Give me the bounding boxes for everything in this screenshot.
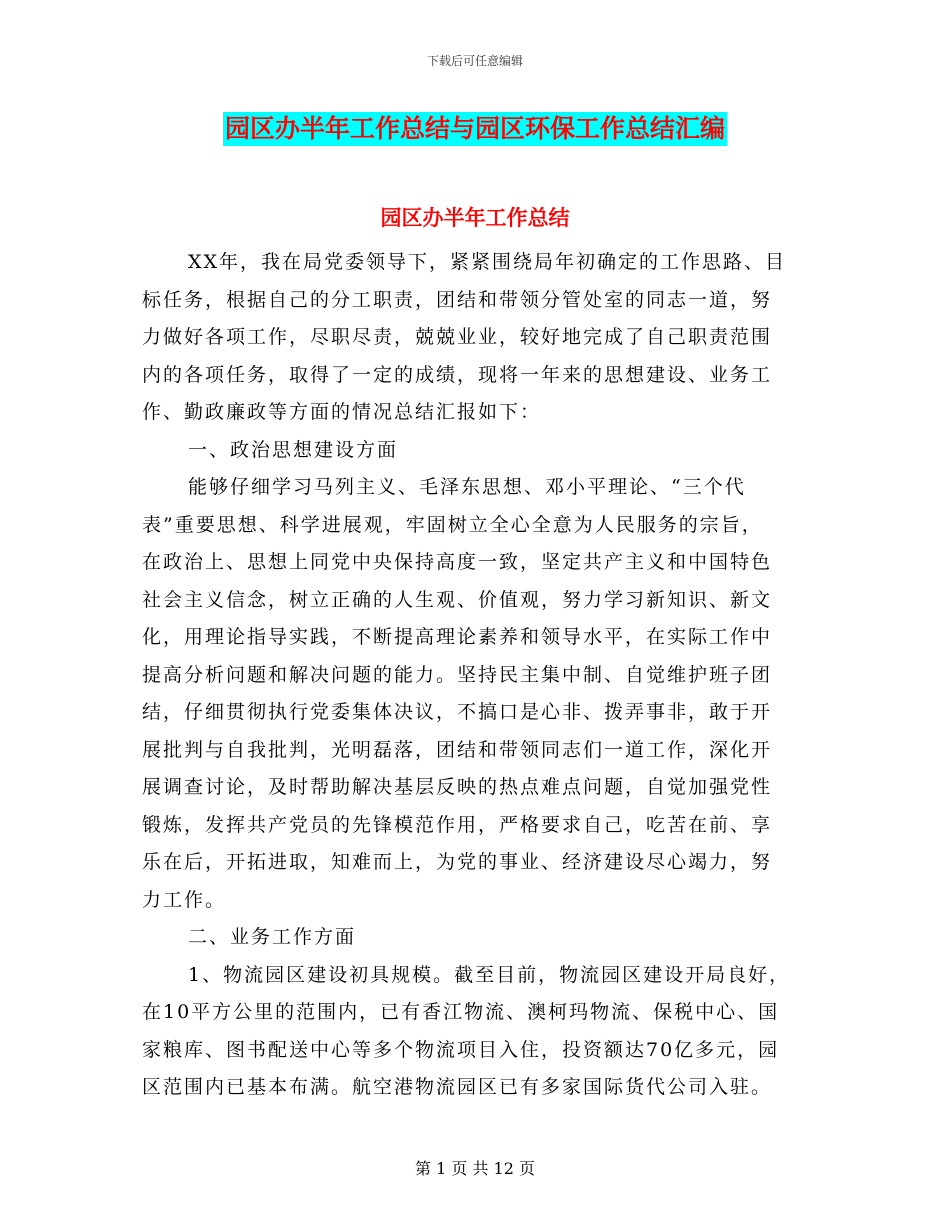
paragraph-line: 结，仔细贯彻执行党委集体决议，不搞口是心非、拨弄事非，敢于开 xyxy=(142,701,773,723)
paragraph-line: 在10平方公里的范围内，已有香江物流、澳柯玛物流、保税中心、国 xyxy=(142,1001,780,1023)
paragraph-line: 力工作。 xyxy=(142,888,227,911)
section-title: 园区办半年工作总结 xyxy=(380,206,570,230)
paragraph-line: 社会主义信念，树立正确的人生观、价值观，努力学习新知识、新文 xyxy=(142,588,773,611)
paragraph-line: 力做好各项工作，尽职尽责，兢兢业业，较好地完成了自己职责范围 xyxy=(142,326,773,348)
page-number-footer: 第 1 页 共 12 页 xyxy=(415,1159,535,1178)
paragraph-line: 1、物流园区建设初具规模。截至目前，物流园区建设开局良好， xyxy=(188,963,791,986)
document-title: 园区办半年工作总结与园区环保工作总结汇编 xyxy=(223,112,727,146)
subsection-heading: 一、政治思想建设方面 xyxy=(188,438,399,461)
paragraph-line: 作、勤政廉政等方面的情况总结汇报如下： xyxy=(142,401,542,423)
paragraph-line: XX年，我在局党委领导下，紧紧围绕局年初确定的工作思路、目 xyxy=(188,251,787,273)
paragraph-line: 化，用理论指导实践，不断提高理论素养和领导水平，在实际工作中 xyxy=(142,626,773,648)
paragraph-line: 表”重要思想、科学进展观，牢固树立全心全意为人民服务的宗旨， xyxy=(142,513,763,536)
document-title-container xyxy=(0,112,950,146)
paragraph-line: 家粮库、图书配送中心等多个物流项目入住，投资额达70亿多元，园 xyxy=(142,1038,780,1061)
paragraph-line: 在政治上、思想上同党中央保持高度一致，坚定共产主义和中国特色 xyxy=(142,551,773,573)
paragraph-line: 展调查讨论，及时帮助解决基层反映的热点难点问题，自觉加强党性 xyxy=(142,776,773,798)
paragraph-line: 标任务，根据自己的分工职责，团结和带领分管处室的同志一道，努 xyxy=(142,288,773,311)
paragraph-line: 展批判与自我批判，光明磊落，团结和带领同志们一道工作，深化开 xyxy=(142,738,773,761)
paragraph-line: 乐在后，开拓进取，知难而上，为党的事业、经济建设尽心竭力，努 xyxy=(142,851,773,873)
page-header-note: 下载后可任意编辑 xyxy=(426,54,523,68)
paragraph-line: 能够仔细学习马列主义、毛泽东思想、邓小平理论、“三个代 xyxy=(188,476,746,498)
paragraph-line: 锻炼，发挥共产党员的先锋模范作用，严格要求自己，吃苦在前、享 xyxy=(142,813,773,836)
paragraph-line: 提高分析问题和解决问题的能力。坚持民主集中制、自觉维护班子团 xyxy=(142,663,773,686)
document-body xyxy=(142,244,807,1107)
subsection-heading: 二、业务工作方面 xyxy=(188,926,357,948)
paragraph-line: 内的各项任务，取得了一定的成绩，现将一年来的思想建设、业务工 xyxy=(142,363,773,386)
paragraph-line: 区范围内已基本布满。航空港物流园区已有多家国际货代公司入驻。 xyxy=(142,1076,773,1098)
